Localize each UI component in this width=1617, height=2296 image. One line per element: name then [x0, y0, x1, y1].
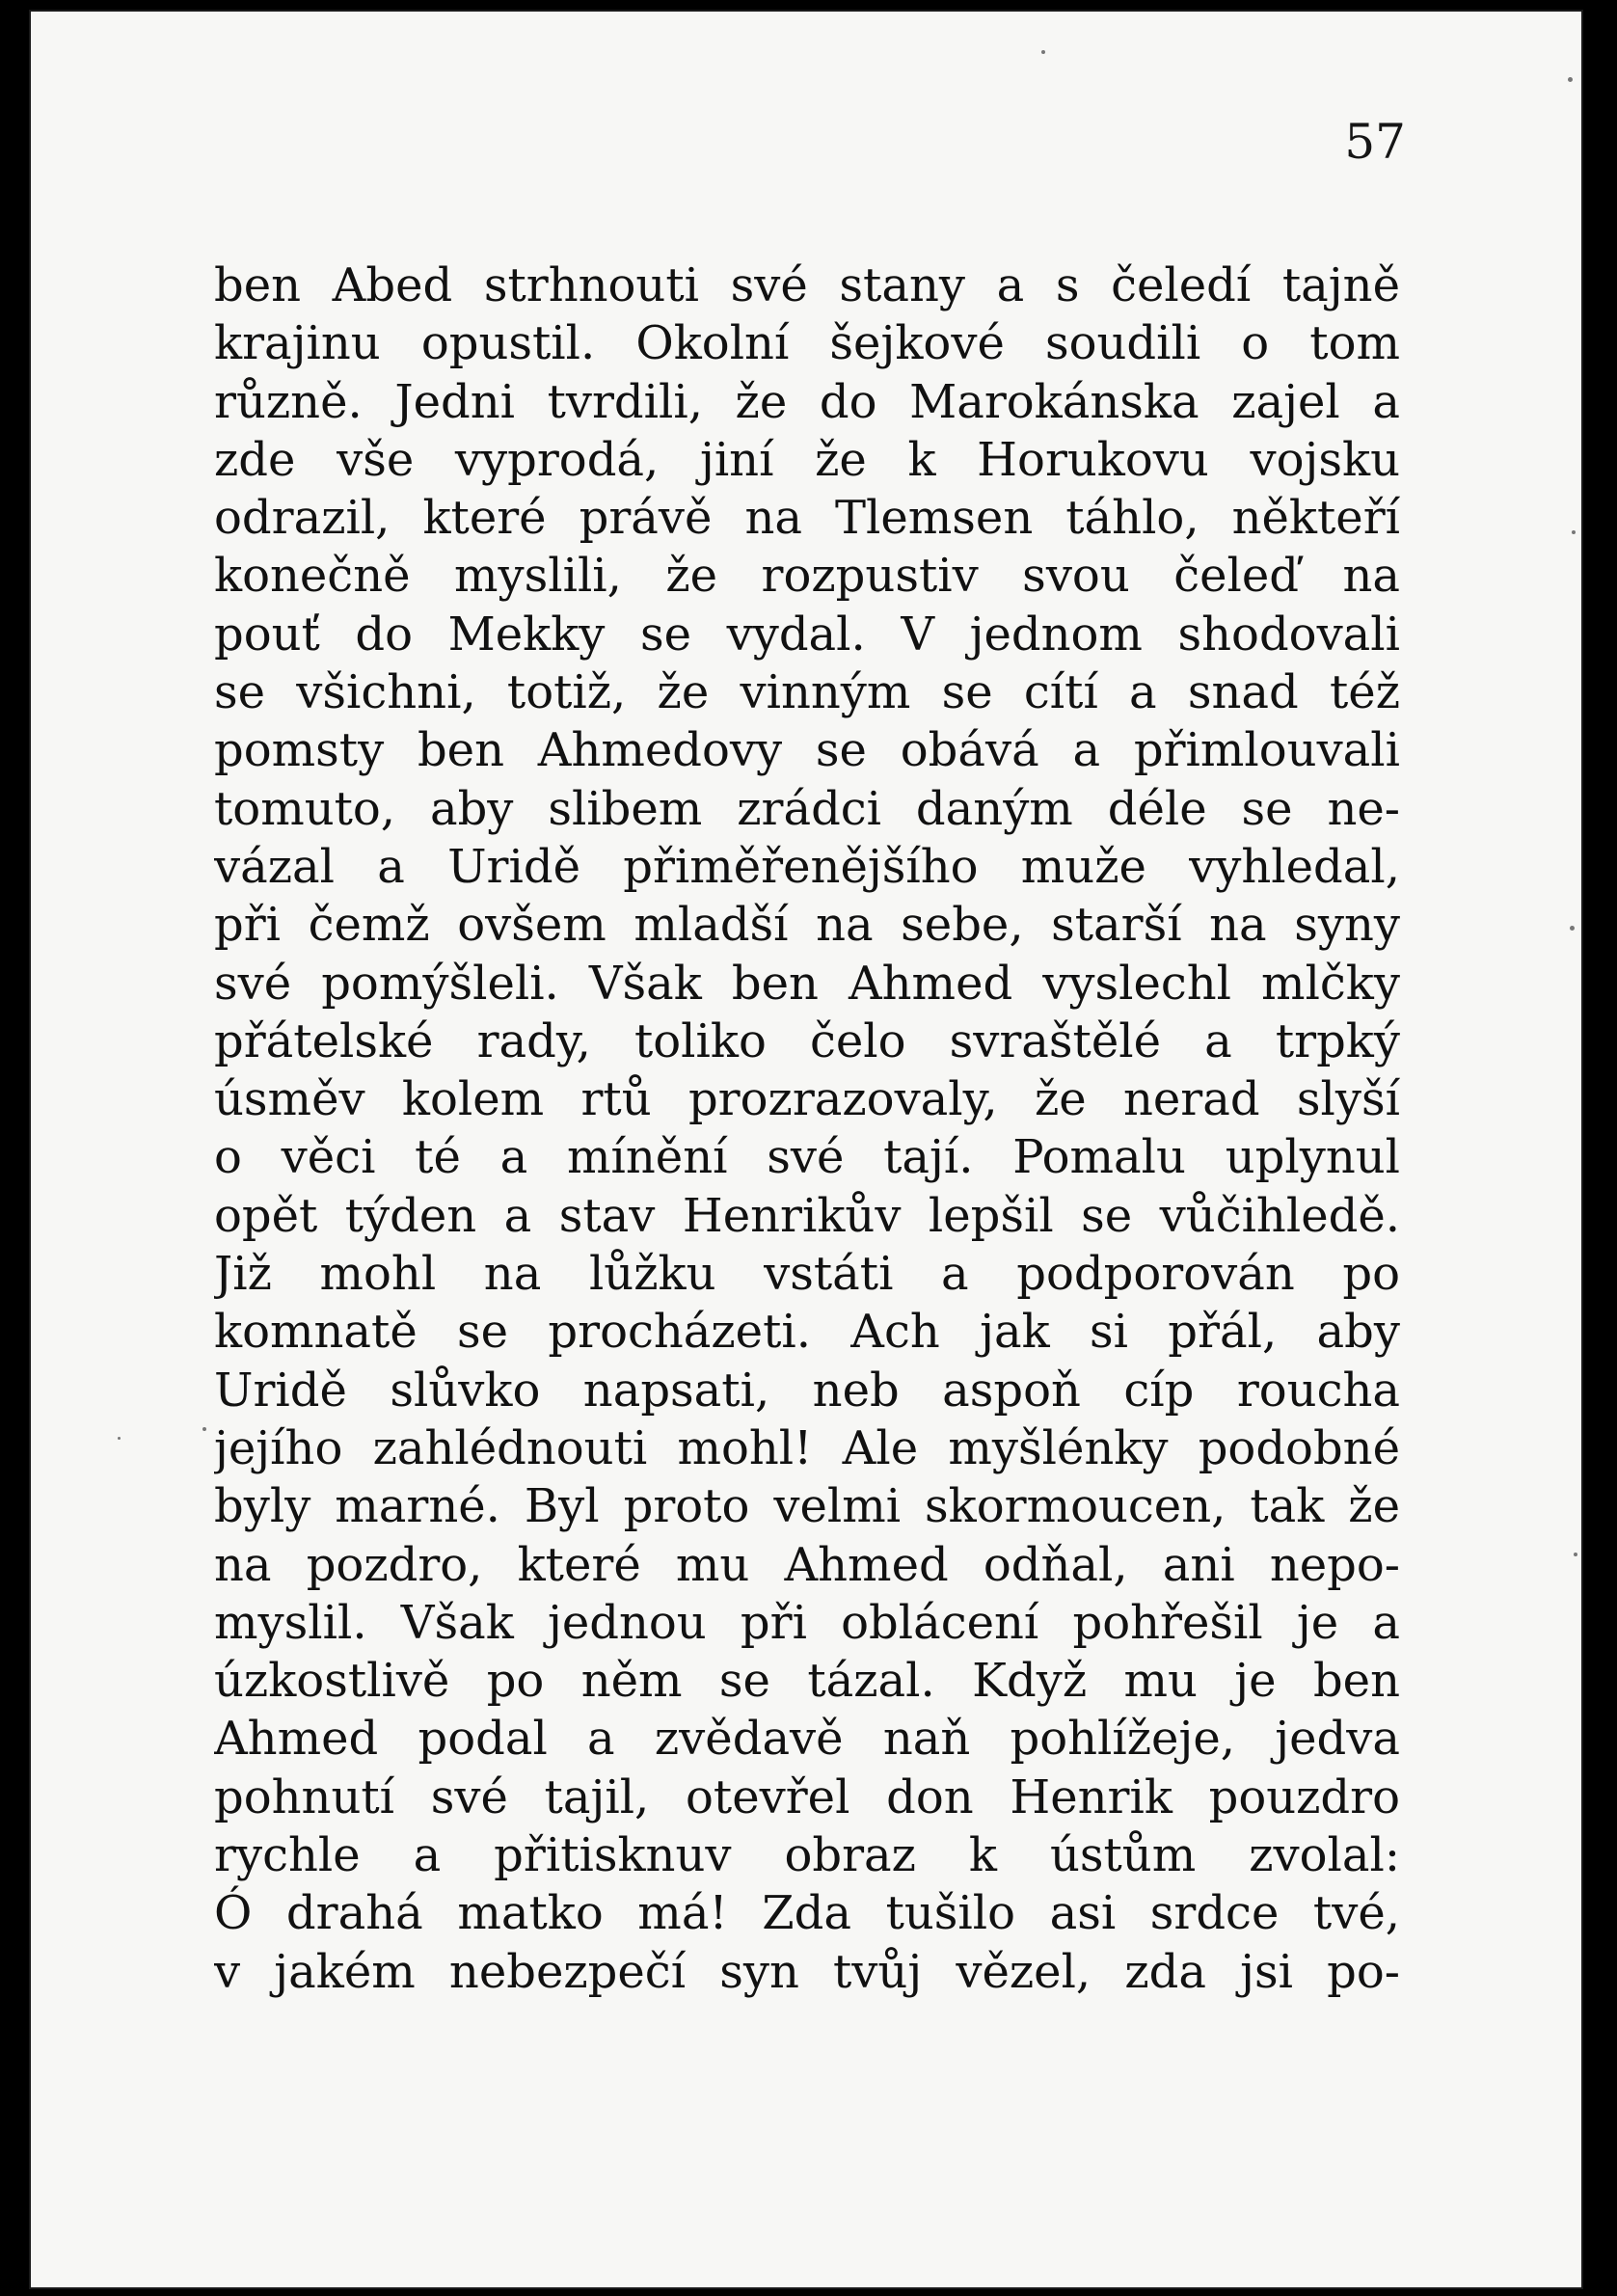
paper-speck — [1572, 530, 1576, 534]
paper-speck — [1574, 1553, 1577, 1556]
book-page — [29, 10, 1583, 2289]
text-line: myslil. Však jednou při oblácení pohřešil je a — [214, 1595, 1400, 1650]
text-line: vázal a Uridě přiměřenějšího muže vyhledal, — [214, 839, 1400, 894]
paper-speck — [1041, 50, 1045, 54]
text-line: komnatě se procházeti. Ach jak si přál, aby — [214, 1305, 1400, 1360]
body-text — [214, 257, 1400, 2001]
text-line: na pozdro, které mu Ahmed odňal, ani nepo- — [214, 1537, 1400, 1592]
text-line: Již mohl na lůžku vstáti a podporován po — [214, 1247, 1400, 1302]
paper-speck — [202, 1427, 206, 1431]
text-line: úzkostlivě po něm se tázal. Když mu je ben — [214, 1654, 1400, 1709]
text-line: Ó drahá matko má! Zda tušilo asi srdce tvé, — [214, 1886, 1400, 1941]
text-line: Uridě slůvko napsati, neb aspoň cíp roucha — [214, 1363, 1400, 1418]
text-line: různě. Jedni tvrdili, že do Marokánska zajel a — [214, 374, 1400, 429]
text-line: pouť do Mekky se vydal. V jednom shodovali — [214, 607, 1400, 662]
text-line: byly marné. Byl proto velmi skormoucen, tak že — [214, 1479, 1400, 1534]
text-line: odrazil, které právě na Tlemsen táhlo, někteří — [214, 491, 1400, 546]
text-line: Ahmed podal a zvědavě naň pohlížeje, jedva — [214, 1712, 1400, 1767]
text-line: krajinu opustil. Okolní šejkové soudili o tom — [214, 316, 1400, 371]
text-line: zde vše vyprodá, jiní že k Horukovu vojsku — [214, 432, 1400, 487]
text-line: opět týden a stav Henrikův lepšil se vůčihledě. — [214, 1188, 1400, 1243]
text-line: v jakém nebezpečí syn tvůj vězel, zda jsi po- — [214, 1944, 1400, 1999]
text-line: úsměv kolem rtů prozrazovaly, že nerad slyší — [214, 1072, 1400, 1127]
text-line: ben Abed strhnouti své stany a s čeledí tajně — [214, 258, 1400, 312]
page-number: 57 — [1344, 114, 1406, 170]
text-line: o věci té a mínění své tají. Pomalu uplynul — [214, 1130, 1400, 1185]
text-line: přátelské rady, toliko čelo svraštělé a trpký — [214, 1013, 1400, 1068]
paper-speck — [118, 1437, 121, 1440]
text-line: své pomýšleli. Však ben Ahmed vyslechl mlčky — [214, 956, 1400, 1011]
text-line: jejího zahlédnouti mohl! Ale myšlénky podobné — [214, 1420, 1400, 1475]
paper-speck — [1568, 77, 1573, 82]
text-line: konečně myslili, že rozpustiv svou čeleď na — [214, 549, 1400, 604]
text-line: pohnutí své tajil, otevřel don Henrik pouzdro — [214, 1769, 1400, 1824]
text-line: pomsty ben Ahmedovy se obává a přimlouvali — [214, 723, 1400, 778]
text-line: se všichni, totiž, že vinným se cítí a snad též — [214, 665, 1400, 720]
text-line: tomuto, aby slibem zrádci daným déle se ne- — [214, 781, 1400, 836]
paper-speck — [1570, 926, 1575, 931]
text-line: při čemž ovšem mladší na sebe, starší na syny — [214, 898, 1400, 953]
text-line: rychle a přitisknuv obraz k ústům zvolal: — [214, 1828, 1400, 1883]
